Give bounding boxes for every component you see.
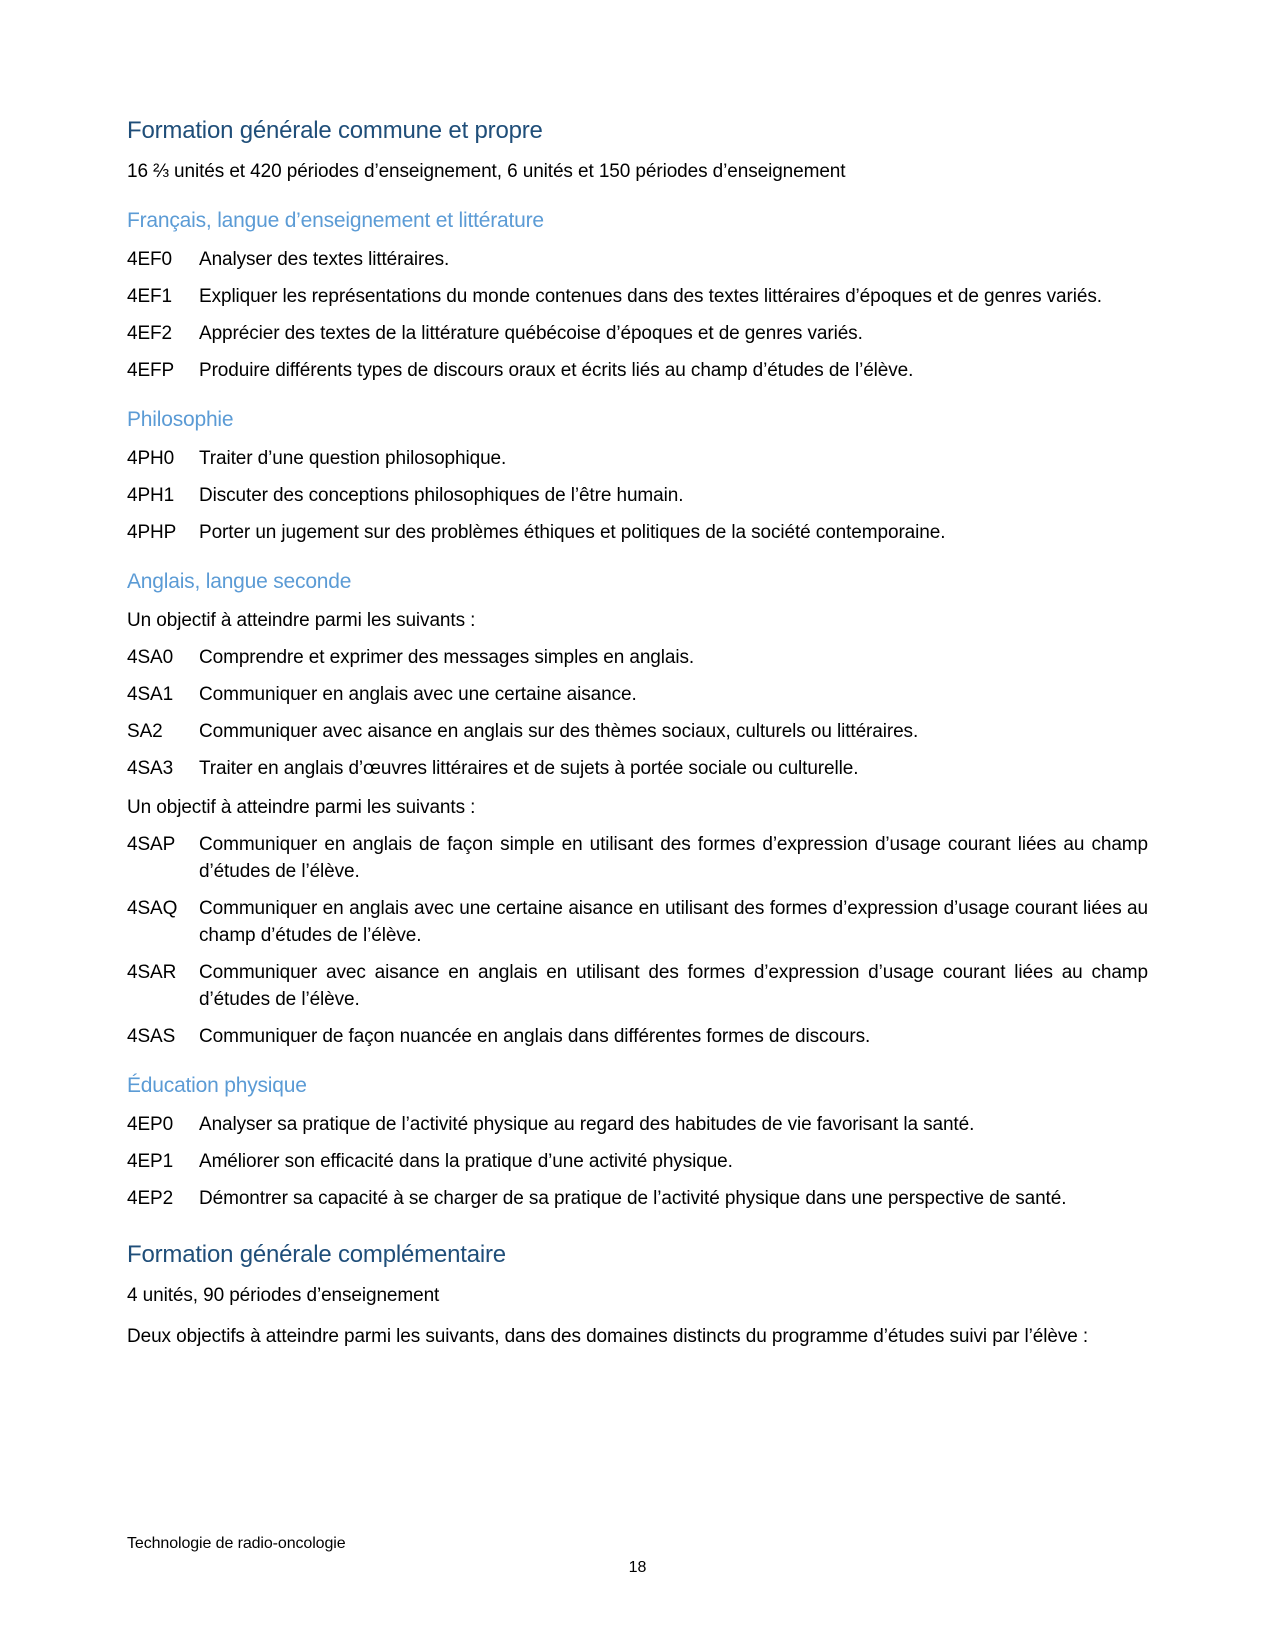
objective-text: Traiter en anglais d’œuvres littéraires et de sujets à portée sociale ou culturelle.: [199, 758, 859, 779]
objective-text: Démontrer sa capacité à se charger de sa pratique de l’activité physique dans une perspective de santé.: [199, 1188, 1067, 1209]
objective-text: Communiquer avec aisance en anglais en utilisant des formes d’expression d’usage courant liées au champ d’études de l’élève.: [199, 962, 1148, 1010]
objective-code: 4SAQ: [127, 898, 178, 919]
objective-code: 4PH1: [127, 485, 175, 506]
objective-text: Analyser des textes littéraires.: [199, 249, 450, 270]
objective-text: Porter un jugement sur des problèmes éthiques et politiques de la société contemporaine.: [199, 522, 946, 543]
objective-row: [127, 959, 1148, 1013]
objective-code: 4PHP: [127, 522, 177, 543]
objective-text: Expliquer les représentations du monde contenues dans des textes littéraires d’époques et de genres variés.: [199, 286, 1102, 307]
objective-row: [127, 246, 1148, 273]
objective-row: [127, 283, 1148, 310]
objective-text: Communiquer en anglais avec une certaine aisance en utilisant des formes d’expression d’usage courant liées au champ d’études de l’élève.: [199, 898, 1148, 946]
objective-row: [127, 644, 1148, 671]
page-number: 18: [628, 1559, 647, 1576]
objective-text: Améliorer son efficacité dans la pratique d’une activité physique.: [199, 1151, 733, 1172]
objective-text: Discuter des conceptions philosophiques de l’être humain.: [199, 485, 684, 506]
page-title-complementaire: Formation générale complémentaire: [127, 1241, 506, 1268]
objective-row: [127, 357, 1148, 384]
objective-row: [127, 320, 1148, 347]
objective-row: [127, 755, 1148, 782]
objective-row: [127, 482, 1148, 509]
objective-lead: Un objectif à atteindre parmi les suivants :: [127, 610, 476, 631]
objective-text: Communiquer de façon nuancée en anglais dans différentes formes de discours.: [199, 1026, 871, 1047]
objective-code: SA2: [127, 721, 163, 742]
objective-text: Communiquer en anglais avec une certaine aisance.: [199, 684, 637, 705]
objective-code: 4EF2: [127, 323, 173, 344]
objective-code: 4SAP: [127, 834, 176, 855]
objective-row: [127, 1023, 1148, 1050]
objective-code: 4EP0: [127, 1114, 174, 1135]
objective-row: [127, 1148, 1148, 1175]
objective-code: 4SA1: [127, 684, 174, 705]
objective-row: [127, 445, 1148, 472]
objective-code: 4EF0: [127, 249, 173, 270]
objective-row: [127, 1185, 1148, 1212]
closing-paragraph: Deux objectifs à atteindre parmi les suivants, dans des domaines distincts du programme d’études suivi par l’élève :: [127, 1326, 1089, 1347]
title2-subline: 4 unités, 90 périodes d’enseignement: [127, 1285, 440, 1306]
footer-program-name: Technologie de radio-oncologie: [127, 1535, 346, 1552]
section-heading-education-physique: Éducation physique: [127, 1074, 307, 1097]
section-heading-francais: Français, langue d’enseignement et littérature: [127, 209, 544, 232]
objective-row: [127, 681, 1148, 708]
section-heading-philosophie: Philosophie: [127, 408, 234, 431]
objective-row: [127, 1111, 1148, 1138]
objective-text: Apprécier des textes de la littérature québécoise d’époques et de genres variés.: [199, 323, 863, 344]
objective-code: 4SAR: [127, 962, 177, 983]
objective-code: 4EFP: [127, 360, 175, 381]
objective-text: Traiter d’une question philosophique.: [199, 448, 507, 469]
objective-text: Communiquer avec aisance en anglais sur des thèmes sociaux, culturels ou littéraires.: [199, 721, 919, 742]
page-title: Formation générale commune et propre: [127, 117, 543, 144]
objective-row: [127, 831, 1148, 885]
objective-code: 4EP2: [127, 1188, 174, 1209]
objective-code: 4PH0: [127, 448, 175, 469]
objective-code: 4SA0: [127, 647, 174, 668]
objective-row: [127, 718, 1148, 745]
objective-text: Communiquer en anglais de façon simple en utilisant des formes d’expression d’usage courant liées au champ d’études de l’élève.: [199, 834, 1148, 882]
section-heading-anglais: Anglais, langue seconde: [127, 570, 352, 593]
objective-row: [127, 895, 1148, 949]
objective-lead: Un objectif à atteindre parmi les suivants :: [127, 797, 476, 818]
page-content: [127, 116, 1148, 1350]
objective-text: Produire différents types de discours oraux et écrits liés au champ d’études de l’élève.: [199, 360, 914, 381]
objective-code: 4SA3: [127, 758, 174, 779]
objective-text: Comprendre et exprimer des messages simples en anglais.: [199, 647, 695, 668]
title-subline: 16 ⅔ unités et 420 périodes d’enseignement, 6 unités et 150 périodes d’enseignement: [127, 161, 846, 182]
objective-code: 4SAS: [127, 1026, 176, 1047]
objective-row: [127, 519, 1148, 546]
objective-text: Analyser sa pratique de l’activité physique au regard des habitudes de vie favorisant la santé.: [199, 1114, 975, 1135]
objective-code: 4EF1: [127, 286, 173, 307]
objective-code: 4EP1: [127, 1151, 174, 1172]
